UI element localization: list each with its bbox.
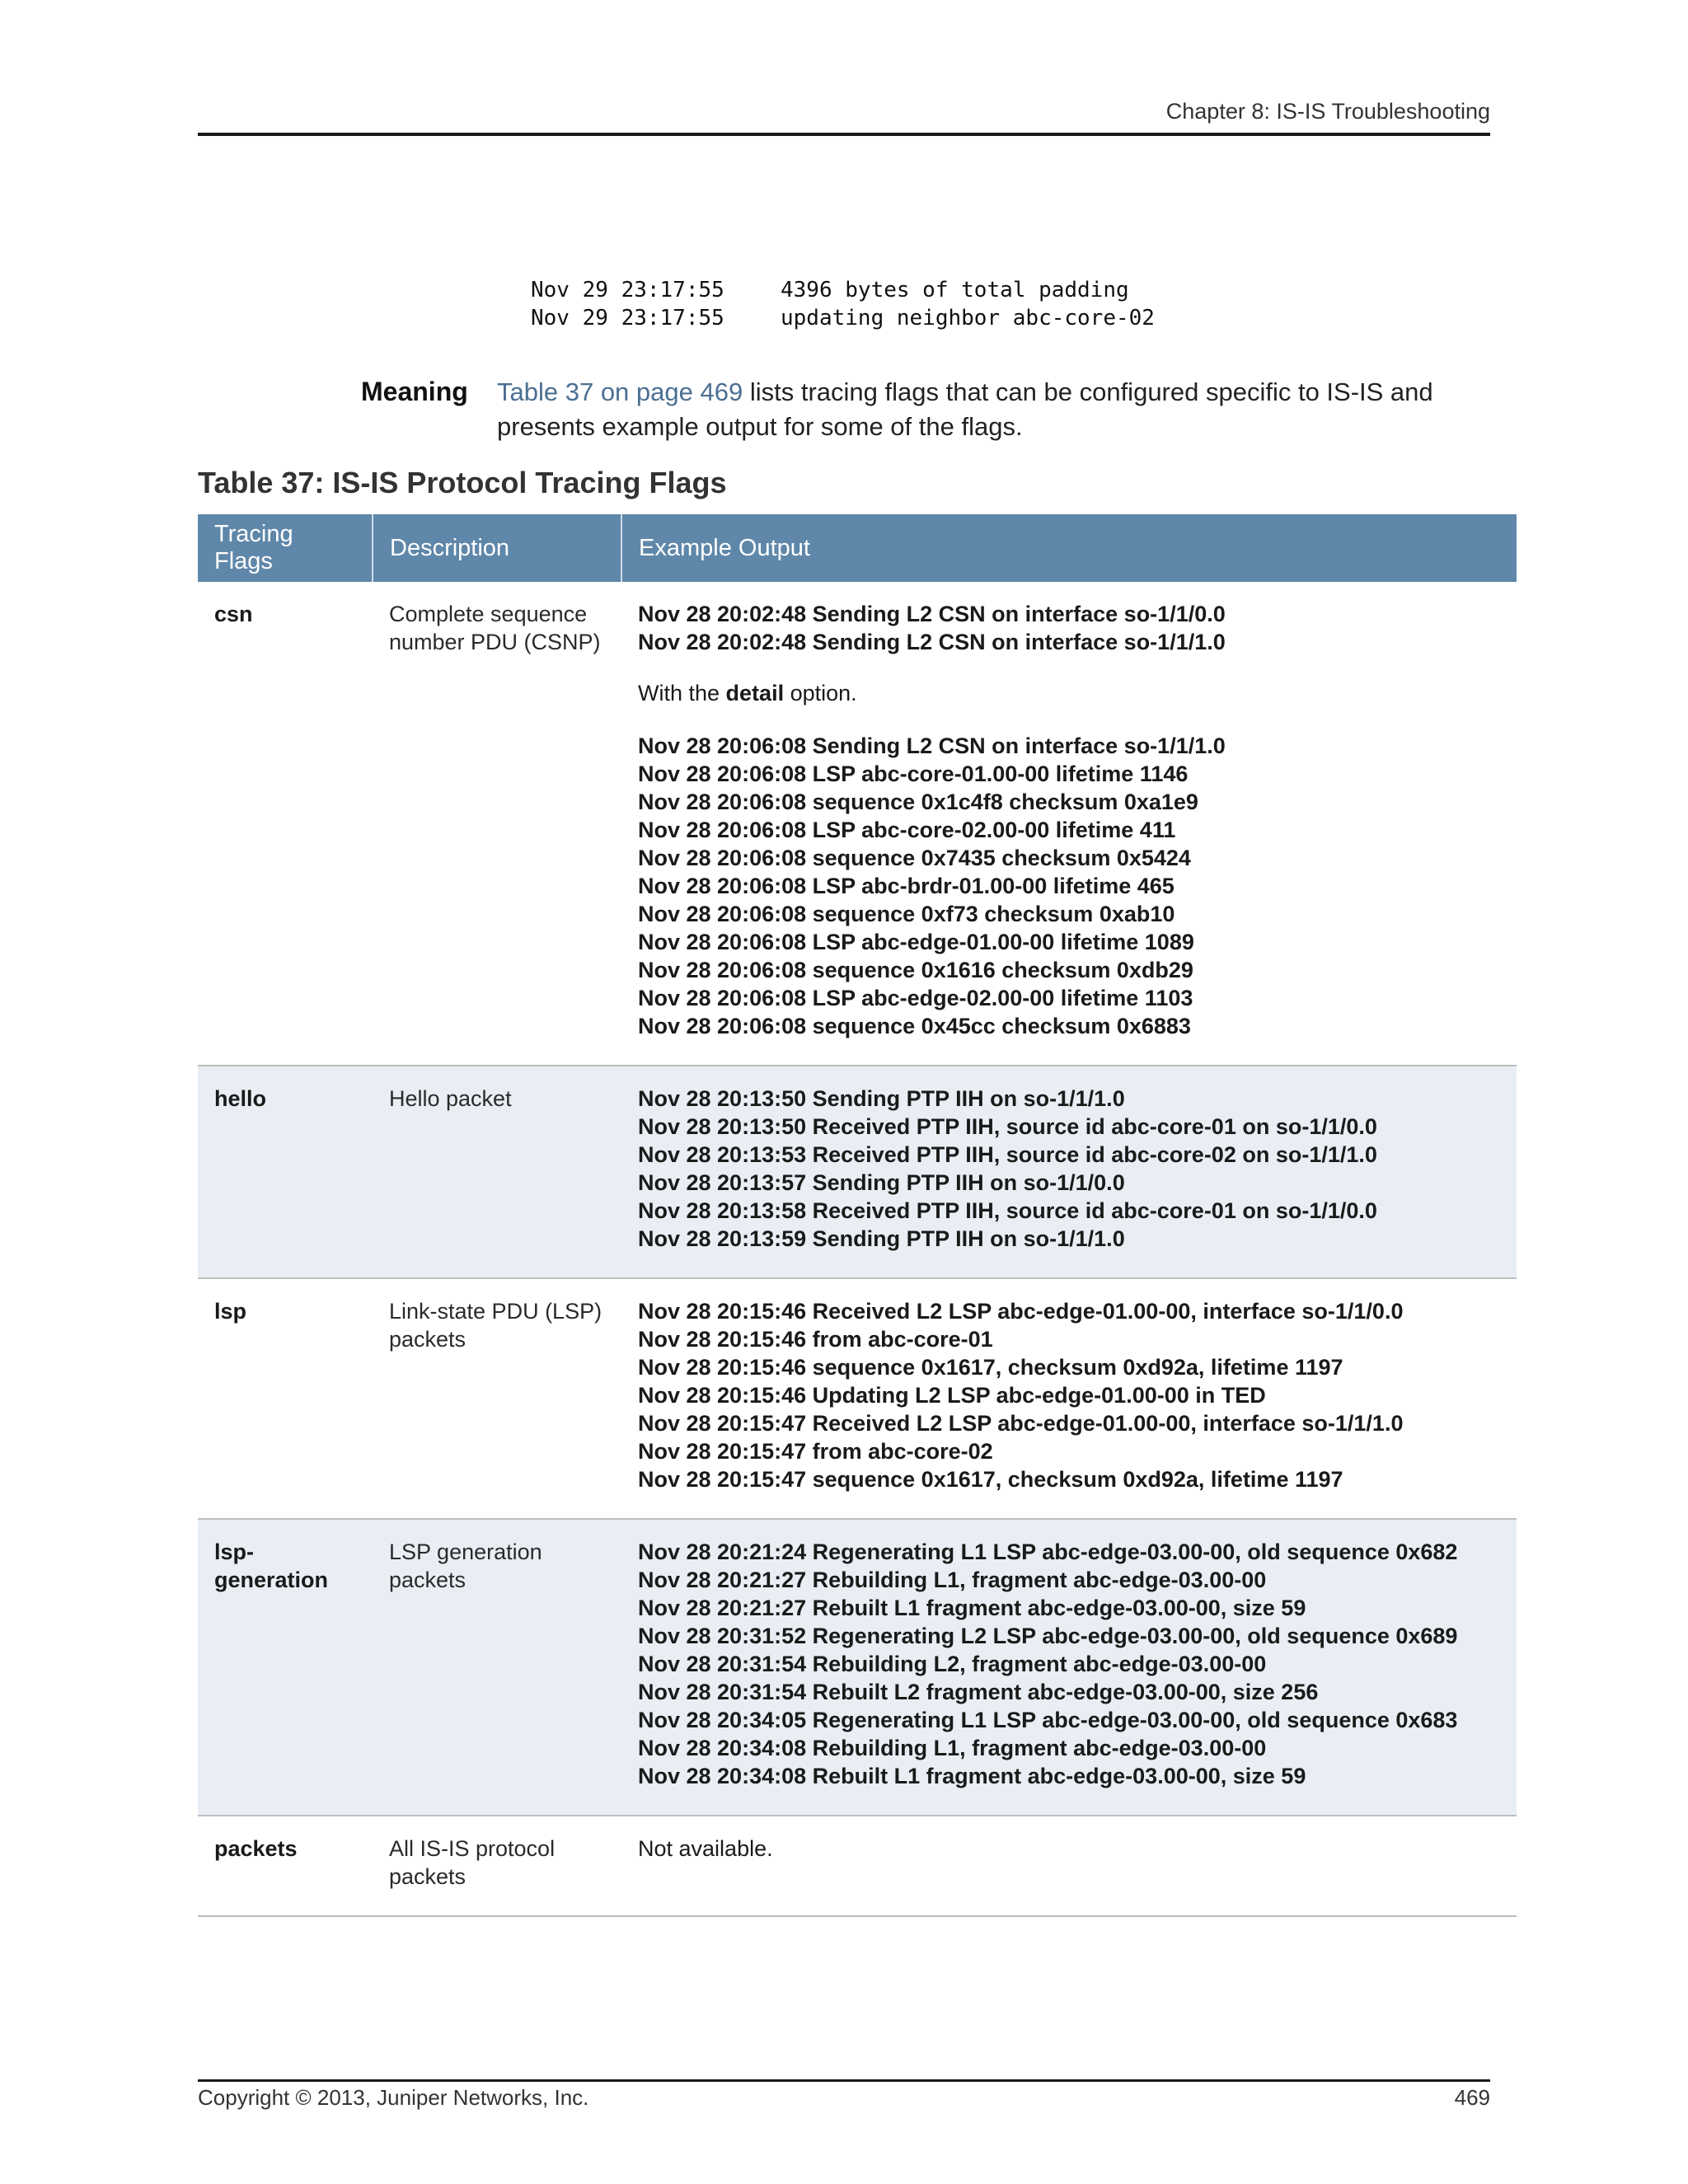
meaning-paragraph <box>497 375 1498 444</box>
output-line: Nov 28 20:34:08 Rebuilding L1, fragment abc-edge-03.00-00 <box>638 1736 1267 1760</box>
detail-option-note <box>638 679 1500 707</box>
output-line: Nov 28 20:31:52 Regenerating L2 LSP abc-edge-03.00-00, old sequence 0x689 <box>638 1624 1458 1648</box>
code-text: 4396 bytes of total padding <box>781 278 1129 302</box>
table-header-row <box>198 514 1517 582</box>
example-output-cell <box>621 1278 1517 1519</box>
output-line: Nov 28 20:02:48 Sending L2 CSN on interface so-1/1/1.0 <box>638 630 1226 654</box>
page-number: 469 <box>1454 2085 1490 2110</box>
table-title: Table 37: IS-IS Protocol Tracing Flags <box>198 466 727 499</box>
example-output-cell <box>621 1519 1517 1816</box>
output-line: Nov 28 20:21:27 Rebuilt L1 fragment abc-edge-03.00-00, size 59 <box>638 1596 1306 1620</box>
column-header-example-output: Example Output <box>621 514 1517 582</box>
table-row <box>198 582 1517 1066</box>
output-line: Nov 28 20:13:53 Received PTP IIH, source id abc-core-02 on so-1/1/1.0 <box>638 1142 1377 1167</box>
chapter-header: Chapter 8: IS-IS Troubleshooting <box>1165 99 1490 124</box>
note-prefix: With the <box>638 681 726 705</box>
footer-rule <box>198 2079 1490 2082</box>
description-cell: Hello packet <box>373 1066 621 1278</box>
code-line <box>531 304 1155 332</box>
output-line: Nov 28 20:06:08 sequence 0xf73 checksum 0xab10 <box>638 902 1175 926</box>
output-line: Nov 28 20:13:57 Sending PTP IIH on so-1/1/0.0 <box>638 1170 1125 1195</box>
output-line: Nov 28 20:06:08 sequence 0x1616 checksum 0xdb29 <box>638 958 1193 982</box>
tracing-flag-cell: csn <box>198 582 373 1066</box>
output-line: Nov 28 20:21:24 Regenerating L1 LSP abc-edge-03.00-00, old sequence 0x682 <box>638 1540 1458 1564</box>
note-suffix: option. <box>784 681 857 705</box>
output-line: Nov 28 20:06:08 sequence 0x45cc checksum 0x6883 <box>638 1014 1191 1038</box>
output-line: Nov 28 20:15:46 from abc-core-01 <box>638 1327 993 1352</box>
tracing-flag-cell: lsp-generation <box>198 1519 373 1816</box>
output-line: Nov 28 20:15:47 Received L2 LSP abc-edge-01.00-00, interface so-1/1/1.0 <box>638 1411 1404 1436</box>
output-not-available: Not available. <box>638 1836 773 1861</box>
output-line: Nov 28 20:06:08 LSP abc-brdr-01.00-00 lifetime 465 <box>638 874 1175 898</box>
output-line: Nov 28 20:06:08 LSP abc-core-02.00-00 lifetime 411 <box>638 818 1176 842</box>
output-line: Nov 28 20:13:59 Sending PTP IIH on so-1/1/1.0 <box>638 1226 1125 1251</box>
output-line: Nov 28 20:15:46 sequence 0x1617, checksum 0xd92a, lifetime 1197 <box>638 1355 1343 1380</box>
code-line <box>531 276 1155 304</box>
output-line: Nov 28 20:15:47 from abc-core-02 <box>638 1439 993 1464</box>
output-line: Nov 28 20:15:46 Received L2 LSP abc-edge-01.00-00, interface so-1/1/0.0 <box>638 1299 1404 1324</box>
description-cell: Complete sequence number PDU (CSNP) <box>373 582 621 1066</box>
output-line: Nov 28 20:15:46 Updating L2 LSP abc-edge-01.00-00 in TED <box>638 1383 1266 1408</box>
code-time: Nov 29 23:17:55 <box>531 306 724 330</box>
output-line: Nov 28 20:31:54 Rebuilding L2, fragment abc-edge-03.00-00 <box>638 1652 1267 1676</box>
output-line: Nov 28 20:13:58 Received PTP IIH, source id abc-core-01 on so-1/1/0.0 <box>638 1198 1377 1223</box>
table-cross-reference-link[interactable]: Table 37 on page 469 <box>497 377 743 406</box>
output-line: Nov 28 20:06:08 LSP abc-edge-01.00-00 lifetime 1089 <box>638 930 1194 954</box>
output-line: Nov 28 20:06:08 sequence 0x7435 checksum 0x5424 <box>638 846 1191 870</box>
output-line: Nov 28 20:06:08 Sending L2 CSN on interface so-1/1/1.0 <box>638 733 1226 758</box>
example-output-cell <box>621 1066 1517 1278</box>
output-line: Nov 28 20:06:08 LSP abc-core-01.00-00 lifetime 1146 <box>638 762 1189 786</box>
meaning-label: Meaning <box>361 377 468 406</box>
note-option-keyword: detail <box>725 681 785 705</box>
tracing-flag-cell: packets <box>198 1816 373 1916</box>
output-line: Nov 28 20:06:08 LSP abc-edge-02.00-00 lifetime 1103 <box>638 986 1193 1010</box>
table-row <box>198 1519 1517 1816</box>
output-line: Nov 28 20:13:50 Received PTP IIH, source id abc-core-01 on so-1/1/0.0 <box>638 1114 1377 1139</box>
output-line: Nov 28 20:34:05 Regenerating L1 LSP abc-edge-03.00-00, old sequence 0x683 <box>638 1708 1458 1732</box>
column-header-tracing-flags: Tracing Flags <box>198 514 373 582</box>
output-line: Nov 28 20:13:50 Sending PTP IIH on so-1/1/1.0 <box>638 1086 1125 1111</box>
output-line: Nov 28 20:21:27 Rebuilding L1, fragment abc-edge-03.00-00 <box>638 1568 1267 1592</box>
tracing-flags-table <box>198 514 1517 1917</box>
code-time: Nov 29 23:17:55 <box>531 278 724 302</box>
code-block <box>531 276 1155 332</box>
code-text: updating neighbor abc-core-02 <box>781 306 1155 330</box>
table-row <box>198 1278 1517 1519</box>
table-row <box>198 1816 1517 1916</box>
description-cell: All IS-IS protocol packets <box>373 1816 621 1916</box>
description-cell: Link-state PDU (LSP) packets <box>373 1278 621 1519</box>
description-cell: LSP generation packets <box>373 1519 621 1816</box>
output-line: Nov 28 20:15:47 sequence 0x1617, checksum 0xd92a, lifetime 1197 <box>638 1467 1343 1492</box>
output-line: Nov 28 20:06:08 sequence 0x1c4f8 checksum 0xa1e9 <box>638 790 1198 814</box>
meaning-body: lists tracing flags that can be configured specific to IS-IS and presents example output for some of the flags. <box>497 377 1433 441</box>
column-header-description: Description <box>373 514 621 582</box>
output-line: Nov 28 20:34:08 Rebuilt L1 fragment abc-edge-03.00-00, size 59 <box>638 1764 1306 1788</box>
example-output-cell <box>621 582 1517 1066</box>
header-rule <box>198 133 1490 136</box>
copyright-notice: Copyright © 2013, Juniper Networks, Inc. <box>198 2085 589 2110</box>
output-line: Nov 28 20:02:48 Sending L2 CSN on interface so-1/1/0.0 <box>638 602 1226 626</box>
output-line: Nov 28 20:31:54 Rebuilt L2 fragment abc-edge-03.00-00, size 256 <box>638 1680 1319 1704</box>
table-row <box>198 1066 1517 1278</box>
tracing-flag-cell: hello <box>198 1066 373 1278</box>
tracing-flag-cell: lsp <box>198 1278 373 1519</box>
example-output-cell <box>621 1816 1517 1916</box>
table-body <box>198 582 1517 1916</box>
